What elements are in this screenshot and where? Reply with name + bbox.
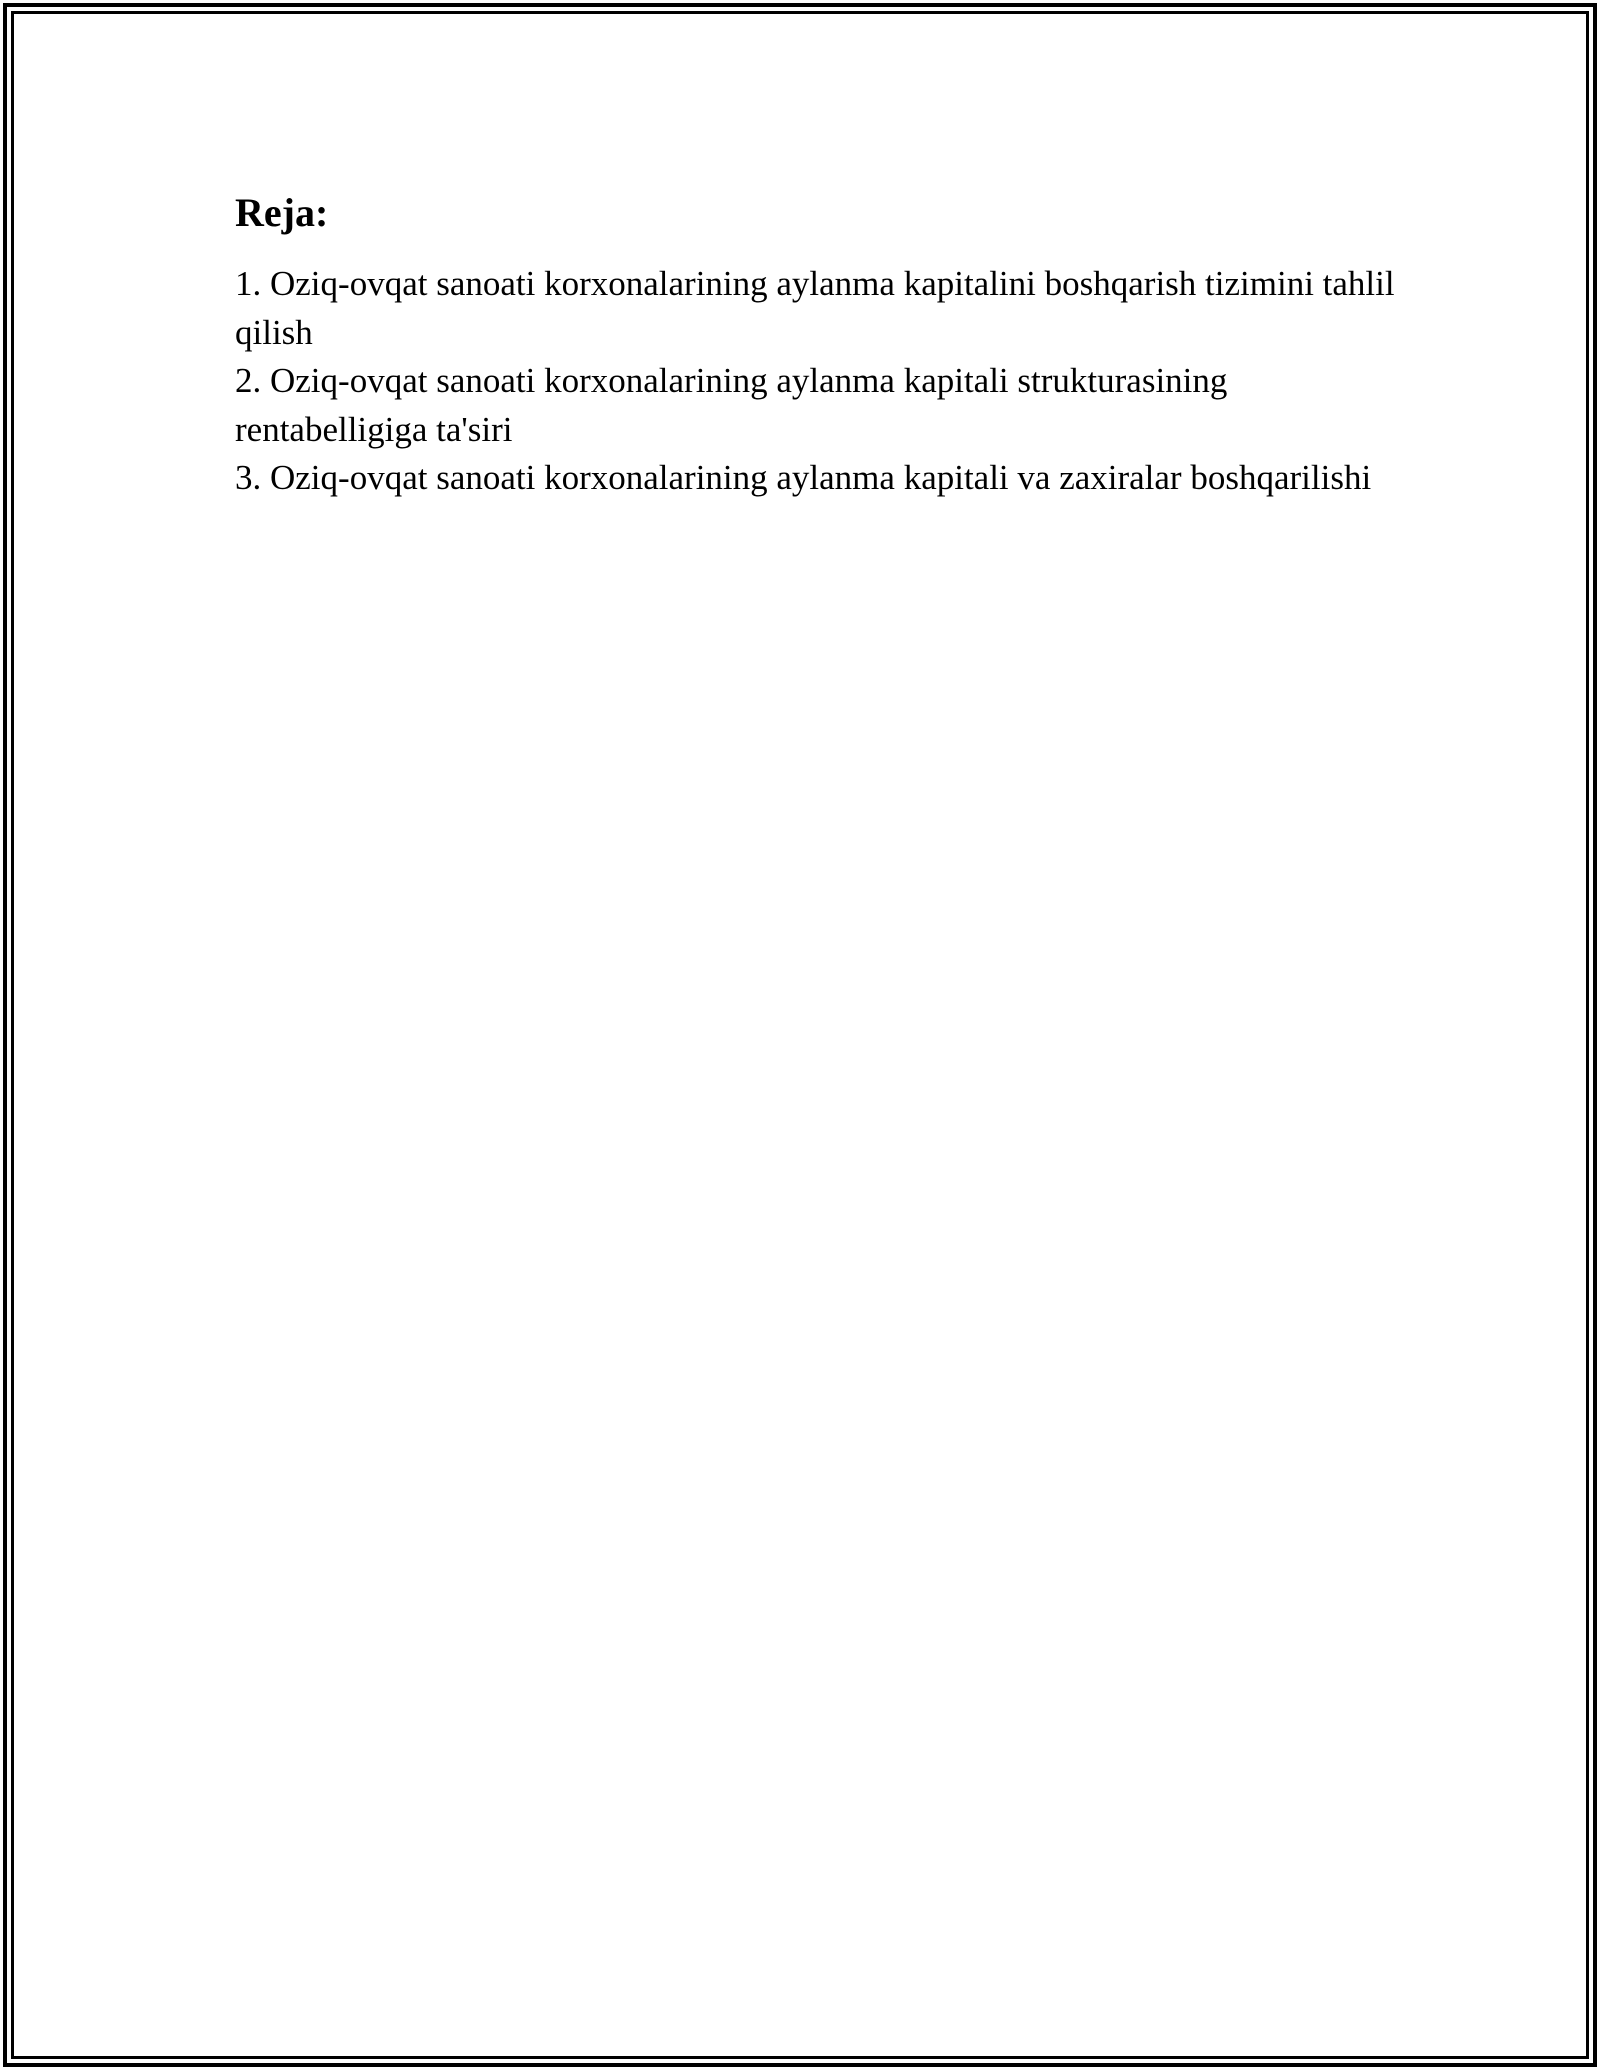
plan-item-3: 3. Oziq-ovqat sanoati korxonalarining aylanma kapitali va zaxiralar boshqarilishi bbox=[235, 458, 1372, 497]
plan-item-2: 2. Oziq-ovqat sanoati korxonalarining aylanma kapitali strukturasining rentabelligiga ta'siri bbox=[235, 361, 1228, 449]
plan-heading: Reja: bbox=[235, 190, 329, 235]
document-body bbox=[235, 188, 1405, 503]
plan-list bbox=[235, 260, 1405, 503]
plan-item-1: 1. Oziq-ovqat sanoati korxonalarining aylanma kapitalini boshqarish tizimini tahlil qilish bbox=[235, 264, 1395, 352]
